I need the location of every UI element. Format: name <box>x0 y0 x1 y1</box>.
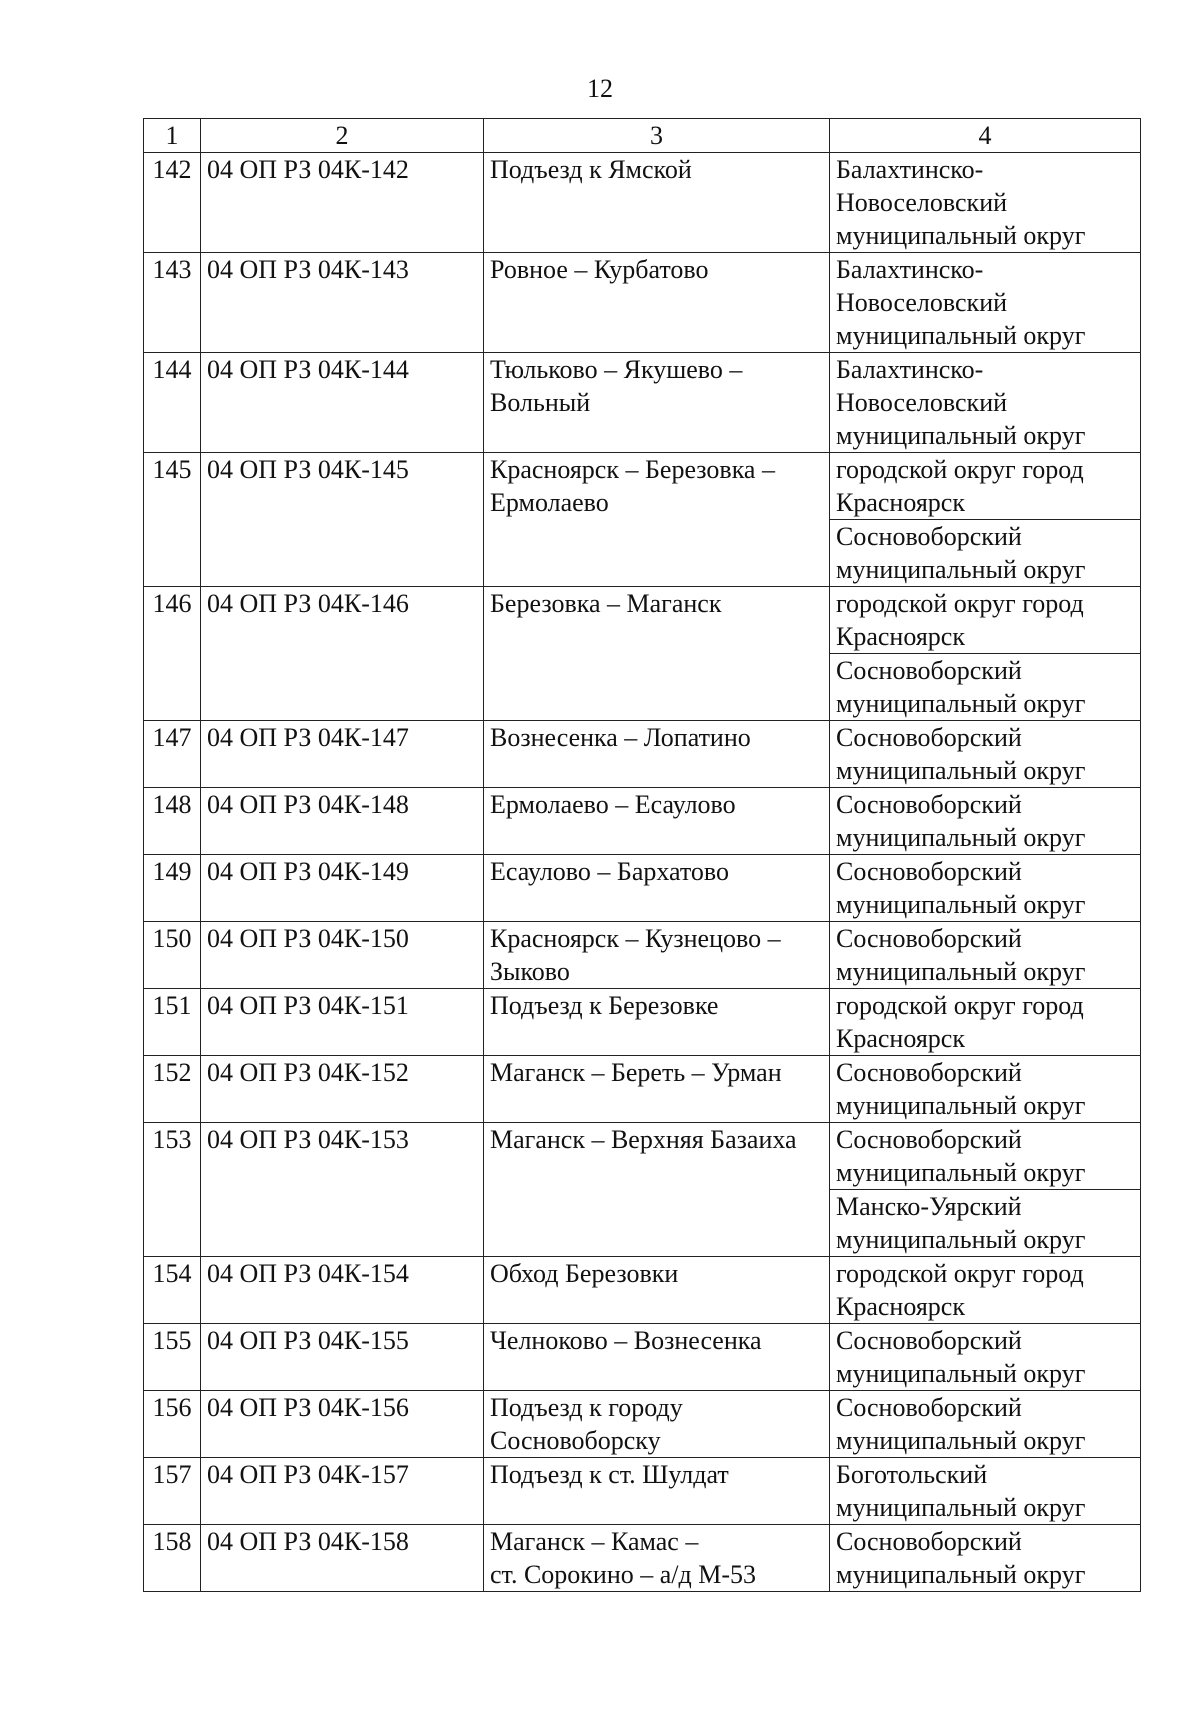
column-header: 3 <box>484 119 830 153</box>
table-row <box>144 989 1141 1056</box>
district-line: городской округ город <box>836 991 1084 1020</box>
row-number: 150 <box>144 922 201 989</box>
row-number: 145 <box>144 453 201 587</box>
district-line: муниципальный округ <box>836 890 1086 919</box>
row-number: 148 <box>144 788 201 855</box>
district-line: муниципальный округ <box>836 1158 1086 1187</box>
road-code: 04 ОП РЗ 04К-151 <box>201 989 484 1056</box>
municipal-districts <box>830 1257 1141 1324</box>
district-line: Сосновоборский <box>836 1125 1022 1154</box>
municipal-districts <box>830 1056 1141 1123</box>
district-line: муниципальный округ <box>836 756 1086 785</box>
table-row <box>144 1056 1141 1123</box>
municipal-districts <box>830 1525 1141 1592</box>
table-row <box>144 1257 1141 1324</box>
district-line: муниципальный округ <box>836 1091 1086 1120</box>
district-line: муниципальный округ <box>836 957 1086 986</box>
road-name <box>484 453 830 587</box>
district-line: городской округ город <box>836 455 1084 484</box>
table-row <box>144 253 1141 353</box>
district-entry <box>836 922 1134 988</box>
road-name-line: Зыково <box>490 957 570 986</box>
district-entry <box>836 1525 1134 1591</box>
road-code: 04 ОП РЗ 04К-146 <box>201 587 484 721</box>
district-line: муниципальный округ <box>836 321 1086 350</box>
district-line: Сосновоборский <box>836 1326 1022 1355</box>
road-code: 04 ОП РЗ 04К-156 <box>201 1391 484 1458</box>
road-code: 04 ОП РЗ 04К-152 <box>201 1056 484 1123</box>
road-name <box>484 353 830 453</box>
road-name-line: Подъезд к городу <box>490 1393 683 1422</box>
row-number: 149 <box>144 855 201 922</box>
page-number: 12 <box>587 74 613 103</box>
road-code: 04 ОП РЗ 04К-142 <box>201 153 484 253</box>
road-code: 04 ОП РЗ 04К-154 <box>201 1257 484 1324</box>
municipal-districts <box>830 1391 1141 1458</box>
road-name-line: Ермолаево <box>490 488 609 517</box>
road-name <box>484 1458 830 1525</box>
district-entry <box>836 1324 1134 1390</box>
municipal-districts <box>830 855 1141 922</box>
district-line: муниципальный округ <box>836 1493 1086 1522</box>
road-name-line: ст. Сорокино – а/д М-53 <box>490 1560 757 1589</box>
table-row <box>144 855 1141 922</box>
column-header: 1 <box>144 119 201 153</box>
municipal-districts <box>830 1324 1141 1391</box>
road-code: 04 ОП РЗ 04К-144 <box>201 353 484 453</box>
district-line: Сосновоборский <box>836 1527 1022 1556</box>
road-name-line: Подъезд к Ямской <box>490 155 692 184</box>
row-number: 154 <box>144 1257 201 1324</box>
road-name <box>484 922 830 989</box>
table-row <box>144 153 1141 253</box>
road-name-line: Маганск – Береть – Урман <box>490 1058 782 1087</box>
district-line: Красноярск <box>836 1292 965 1321</box>
row-number: 153 <box>144 1123 201 1257</box>
road-name <box>484 1123 830 1257</box>
road-name <box>484 1525 830 1592</box>
district-entry <box>836 855 1134 921</box>
district-line: Балахтинско- <box>836 155 984 184</box>
district-line: Манско-Уярский <box>836 1192 1022 1221</box>
road-name-line: Ровное – Курбатово <box>490 255 709 284</box>
road-code: 04 ОП РЗ 04К-145 <box>201 453 484 587</box>
district-entry <box>836 453 1134 519</box>
road-code: 04 ОП РЗ 04К-150 <box>201 922 484 989</box>
municipal-districts <box>830 153 1141 253</box>
district-line: Сосновоборский <box>836 723 1022 752</box>
table-row <box>144 587 1141 721</box>
municipal-districts <box>830 721 1141 788</box>
road-name-line: Березовка – Маганск <box>490 589 722 618</box>
table-row <box>144 922 1141 989</box>
road-code: 04 ОП РЗ 04К-147 <box>201 721 484 788</box>
district-line: муниципальный округ <box>836 421 1086 450</box>
district-line: муниципальный округ <box>836 689 1086 718</box>
road-code: 04 ОП РЗ 04К-148 <box>201 788 484 855</box>
row-number: 146 <box>144 587 201 721</box>
district-line: муниципальный округ <box>836 1359 1086 1388</box>
district-entry <box>836 989 1134 1055</box>
table-row <box>144 721 1141 788</box>
road-code: 04 ОП РЗ 04К-158 <box>201 1525 484 1592</box>
table-row <box>144 1391 1141 1458</box>
district-line: Красноярск <box>836 488 965 517</box>
road-name <box>484 1324 830 1391</box>
road-name-line: Сосновоборску <box>490 1426 661 1455</box>
district-line: Боготольский <box>836 1460 988 1489</box>
district-entry <box>836 721 1134 787</box>
district-line: Красноярск <box>836 1024 965 1053</box>
district-entry <box>836 1257 1134 1323</box>
row-number: 156 <box>144 1391 201 1458</box>
row-number: 142 <box>144 153 201 253</box>
road-name-line: Тюльково – Якушево – <box>490 355 743 384</box>
table-row <box>144 353 1141 453</box>
road-name-line: Маганск – Верхняя Базаиха <box>490 1125 797 1154</box>
district-line: Балахтинско- <box>836 355 984 384</box>
road-name <box>484 721 830 788</box>
row-number: 158 <box>144 1525 201 1592</box>
district-line: городской округ город <box>836 589 1084 618</box>
district-entry <box>836 153 1134 252</box>
district-entry <box>836 253 1134 352</box>
district-line: Сосновоборский <box>836 1393 1022 1422</box>
road-name-line: Подъезд к ст. Шулдат <box>490 1460 729 1489</box>
row-number: 151 <box>144 989 201 1056</box>
row-number: 157 <box>144 1458 201 1525</box>
road-name <box>484 153 830 253</box>
road-name-line: Обход Березовки <box>490 1259 679 1288</box>
district-line: муниципальный округ <box>836 1560 1086 1589</box>
district-entry <box>836 1056 1134 1122</box>
district-line: Сосновоборский <box>836 656 1022 685</box>
municipal-districts <box>830 1123 1141 1257</box>
district-line: муниципальный округ <box>836 1225 1086 1254</box>
road-name <box>484 1391 830 1458</box>
table-row <box>144 453 1141 587</box>
road-code: 04 ОП РЗ 04К-157 <box>201 1458 484 1525</box>
row-number: 155 <box>144 1324 201 1391</box>
road-name-line: Ермолаево – Есаулово <box>490 790 736 819</box>
municipal-districts <box>830 353 1141 453</box>
row-number: 147 <box>144 721 201 788</box>
municipal-districts <box>830 922 1141 989</box>
district-entry <box>836 1123 1134 1189</box>
district-line: Сосновоборский <box>836 857 1022 886</box>
column-header: 2 <box>201 119 484 153</box>
municipal-districts <box>830 1458 1141 1525</box>
district-line: муниципальный округ <box>836 221 1086 250</box>
municipal-districts <box>830 253 1141 353</box>
district-line: Балахтинско- <box>836 255 984 284</box>
road-name <box>484 253 830 353</box>
district-line: муниципальный округ <box>836 1426 1086 1455</box>
district-line: Новоселовский <box>836 288 1008 317</box>
road-name <box>484 587 830 721</box>
road-name-line: Есаулово – Бархатово <box>490 857 730 886</box>
road-name <box>484 788 830 855</box>
district-line: Новоселовский <box>836 188 1008 217</box>
district-entry <box>836 587 1134 653</box>
road-name-line: Челноково – Вознесенка <box>490 1326 762 1355</box>
municipal-districts <box>830 453 1141 587</box>
district-entry <box>830 519 1140 586</box>
roads-table-body <box>144 119 1141 1592</box>
district-entry <box>830 1189 1140 1256</box>
table-row <box>144 788 1141 855</box>
district-line: Сосновоборский <box>836 924 1022 953</box>
district-entry <box>830 653 1140 720</box>
district-line: Сосновоборский <box>836 522 1022 551</box>
road-name-line: Вольный <box>490 388 591 417</box>
road-name <box>484 1056 830 1123</box>
district-entry <box>836 788 1134 854</box>
district-entry <box>836 1391 1134 1457</box>
district-line: городской округ город <box>836 1259 1084 1288</box>
table-row <box>144 1458 1141 1525</box>
district-line: муниципальный округ <box>836 823 1086 852</box>
road-code: 04 ОП РЗ 04К-153 <box>201 1123 484 1257</box>
table-row <box>144 1324 1141 1391</box>
road-code: 04 ОП РЗ 04К-149 <box>201 855 484 922</box>
district-entry <box>836 353 1134 452</box>
row-number: 144 <box>144 353 201 453</box>
district-line: Сосновоборский <box>836 1058 1022 1087</box>
district-line: муниципальный округ <box>836 555 1086 584</box>
road-name-line: Красноярск – Кузнецово – <box>490 924 781 953</box>
road-name-line: Красноярск – Березовка – <box>490 455 775 484</box>
row-number: 143 <box>144 253 201 353</box>
district-line: Новоселовский <box>836 388 1008 417</box>
municipal-districts <box>830 587 1141 721</box>
district-line: Красноярск <box>836 622 965 651</box>
column-header: 4 <box>830 119 1141 153</box>
municipal-districts <box>830 788 1141 855</box>
road-name-line: Маганск – Камас – <box>490 1527 699 1556</box>
district-entry <box>836 1458 1134 1524</box>
roads-table <box>143 118 1141 1592</box>
road-name-line: Подъезд к Березовке <box>490 991 719 1020</box>
municipal-districts <box>830 989 1141 1056</box>
road-name <box>484 855 830 922</box>
table-header-row <box>144 119 1141 153</box>
road-name <box>484 989 830 1056</box>
table-row <box>144 1123 1141 1257</box>
road-name <box>484 1257 830 1324</box>
district-line: Сосновоборский <box>836 790 1022 819</box>
road-code: 04 ОП РЗ 04К-155 <box>201 1324 484 1391</box>
row-number: 152 <box>144 1056 201 1123</box>
road-code: 04 ОП РЗ 04К-143 <box>201 253 484 353</box>
table-row <box>144 1525 1141 1592</box>
road-name-line: Вознесенка – Лопатино <box>490 723 751 752</box>
